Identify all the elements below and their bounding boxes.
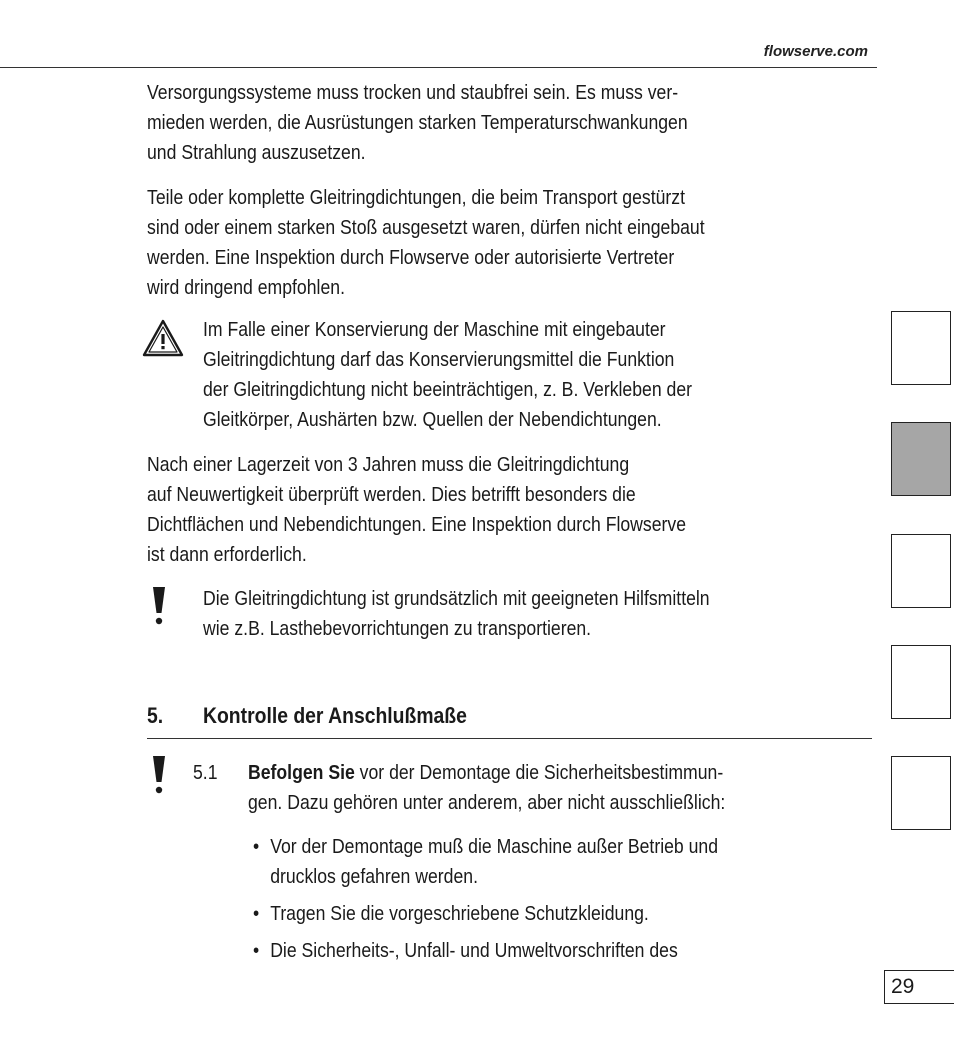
section-rule [147,738,872,739]
note-text [203,584,710,644]
text-fragment: vor der Demontage die Sicherheitsbestimmun- [354,761,724,784]
chapter-tab-5 [891,756,951,830]
page-number: 29 [884,970,954,1004]
chapter-tab-4 [891,645,951,719]
bullet-icon: • [253,835,260,858]
chapter-tab-2-active [891,422,951,496]
bold-lead: Befolgen Sie [248,761,355,784]
text-line: wie z.B. Lasthebevorrichtungen zu transportieren. [203,617,592,640]
chapter-tab-1 [891,311,951,385]
text-line: ist dann erforderlich. [147,543,307,566]
header-rule [0,67,877,68]
list-item [253,936,678,966]
chapter-tab-3 [891,534,951,608]
exclamation-icon [152,755,166,797]
text-line: auf Neuwertigkeit überprüft werden. Dies betrifft besonders die [147,483,636,506]
text-line: gen. Dazu gehören unter anderem, aber nicht ausschließlich: [248,791,726,814]
warning-triangle-icon [141,318,185,358]
subsection-text [248,758,725,818]
bullet-text-continued: drucklos gefahren werden. [270,865,478,888]
exclamation-icon [152,586,166,628]
text-line: wird dringend empfohlen. [147,276,345,299]
text-line: Die Gleitringdichtung ist grundsätzlich mit geeigneten Hilfsmitteln [203,587,710,610]
warning-text [203,315,692,435]
paragraph-storage-time [147,450,686,570]
paragraph-transport-damage [147,183,705,303]
text-line: Nach einer Lagerzeit von 3 Jahren muss die Gleitringdichtung [147,453,630,476]
text-line: werden. Eine Inspektion durch Flowserve oder autorisierte Vertreter [147,246,675,269]
bullet-text: Tragen Sie die vorgeschriebene Schutzkleidung. [270,902,649,925]
text-line: Gleitringdichtung darf das Konservierungsmittel die Funktion [203,348,675,371]
text-line: und Strahlung auszusetzen. [147,141,366,164]
text-line: Teile oder komplette Gleitringdichtungen, die beim Transport gestürzt [147,186,686,209]
text-line: Versorgungssysteme muss trocken und staubfrei sein. Es muss ver- [147,81,679,104]
list-item [253,832,718,892]
text-line: Gleitkörper, Aushärten bzw. Quellen der Nebendichtungen. [203,408,662,431]
bullet-text: Vor der Demontage muß die Maschine außer Betrieb und [270,835,719,858]
text-line: Im Falle einer Konservierung der Maschine mit eingebauter [203,318,666,341]
list-item [253,899,649,929]
bullet-icon: • [253,902,260,925]
subsection-number: 5.1 [193,761,218,784]
section-title: Kontrolle der Anschlußmaße [203,703,467,728]
text-line: Dichtflächen und Nebendichtungen. Eine Inspektion durch Flowserve [147,513,687,536]
bullet-icon: • [253,939,260,962]
bullet-text: Die Sicherheits-, Unfall- und Umweltvorschriften des [270,939,678,962]
header-url: flowserve.com [763,43,868,60]
text-line: mieden werden, die Ausrüstungen starken Temperaturschwankungen [147,111,688,134]
text-line: sind oder einem starken Stoß ausgesetzt waren, dürfen nicht eingebaut [147,216,705,239]
text-line: der Gleitringdichtung nicht beeinträchtigen, z. B. Verkleben der [203,378,693,401]
text-line [248,758,725,788]
paragraph-storage-conditions [147,78,688,168]
section-number: 5. [147,703,164,728]
